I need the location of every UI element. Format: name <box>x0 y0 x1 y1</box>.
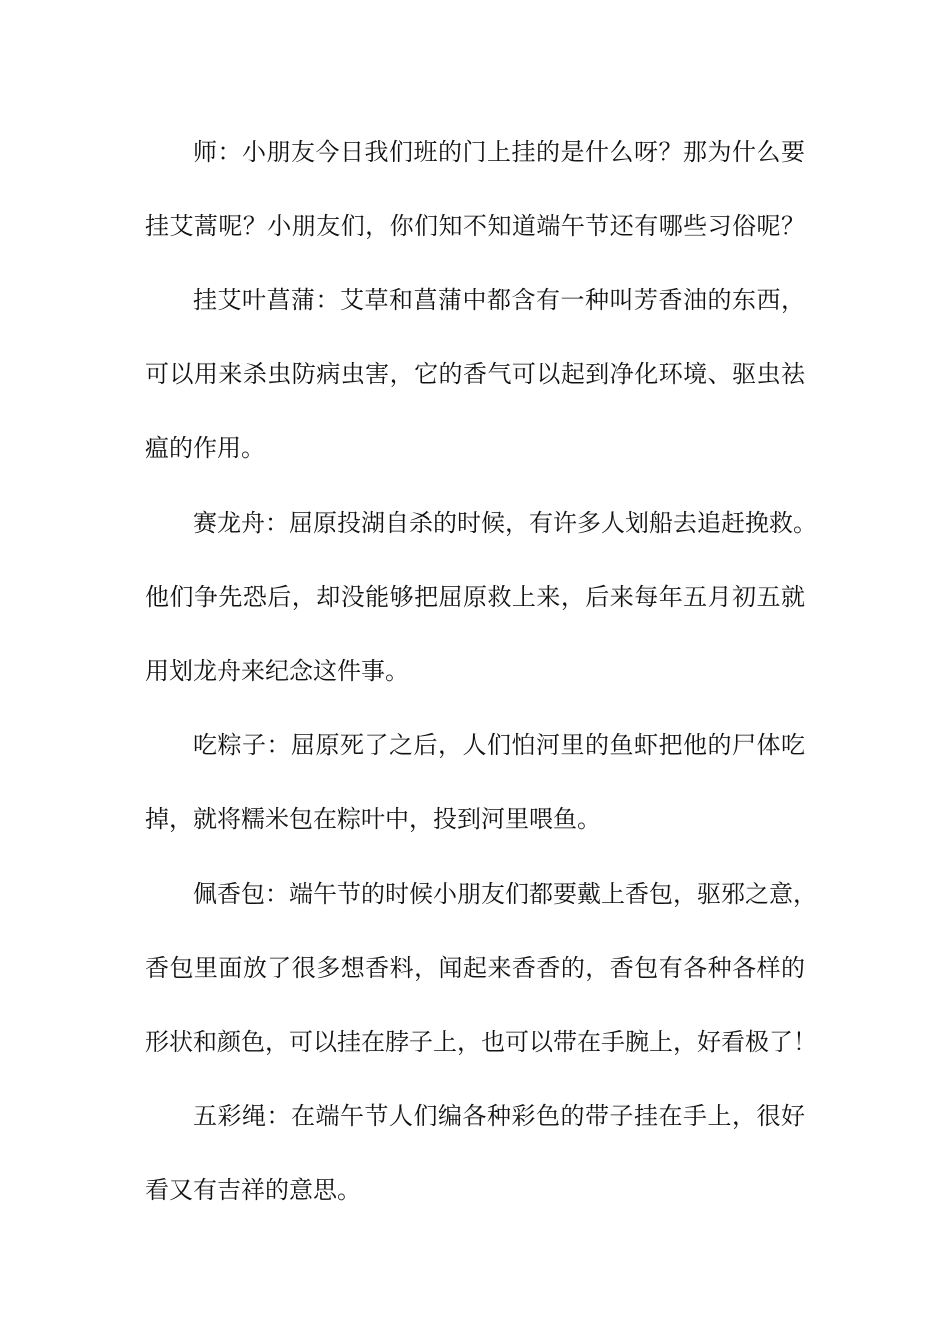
text-line-12: 香包里面放了很多想香料，闻起来香香的，香包有各种各样的 <box>145 954 805 982</box>
text-line-1: 师：小朋友今日我们班的门上挂的是什么呀？那为什么要 <box>193 138 805 166</box>
text-line-4: 可以用来杀虫防病虫害，它的香气可以起到净化环境、驱虫祛 <box>145 360 805 388</box>
text-line-5: 瘟的作用。 <box>145 434 265 462</box>
text-line-6: 赛龙舟：屈原投湖自杀的时候，有许多人划船去追赶挽救。 <box>193 509 817 537</box>
text-line-11: 佩香包：端午节的时候小朋友们都要戴上香包，驱邪之意， <box>193 880 817 908</box>
text-line-3: 挂艾叶菖蒲：艾草和菖蒲中都含有一种叫芳香油的东西， <box>193 286 805 314</box>
text-line-2: 挂艾蒿呢？小朋友们，你们知不知道端午节还有哪些习俗呢？ <box>145 212 805 240</box>
text-line-10: 掉，就将糯米包在粽叶中，投到河里喂鱼。 <box>145 805 601 833</box>
text-line-7: 他们争先恐后，却没能够把屈原救上来，后来每年五月初五就 <box>145 583 805 611</box>
text-line-8: 用划龙舟来纪念这件事。 <box>145 657 409 685</box>
text-line-14: 五彩绳：在端午节人们编各种彩色的带子挂在手上，很好 <box>193 1102 805 1130</box>
text-line-13: 形状和颜色，可以挂在脖子上，也可以带在手腕上，好看极了！ <box>145 1028 817 1056</box>
text-line-9: 吃粽子：屈原死了之后，人们怕河里的鱼虾把他的尸体吃 <box>193 731 805 759</box>
text-line-15: 看又有吉祥的意思。 <box>145 1176 361 1204</box>
